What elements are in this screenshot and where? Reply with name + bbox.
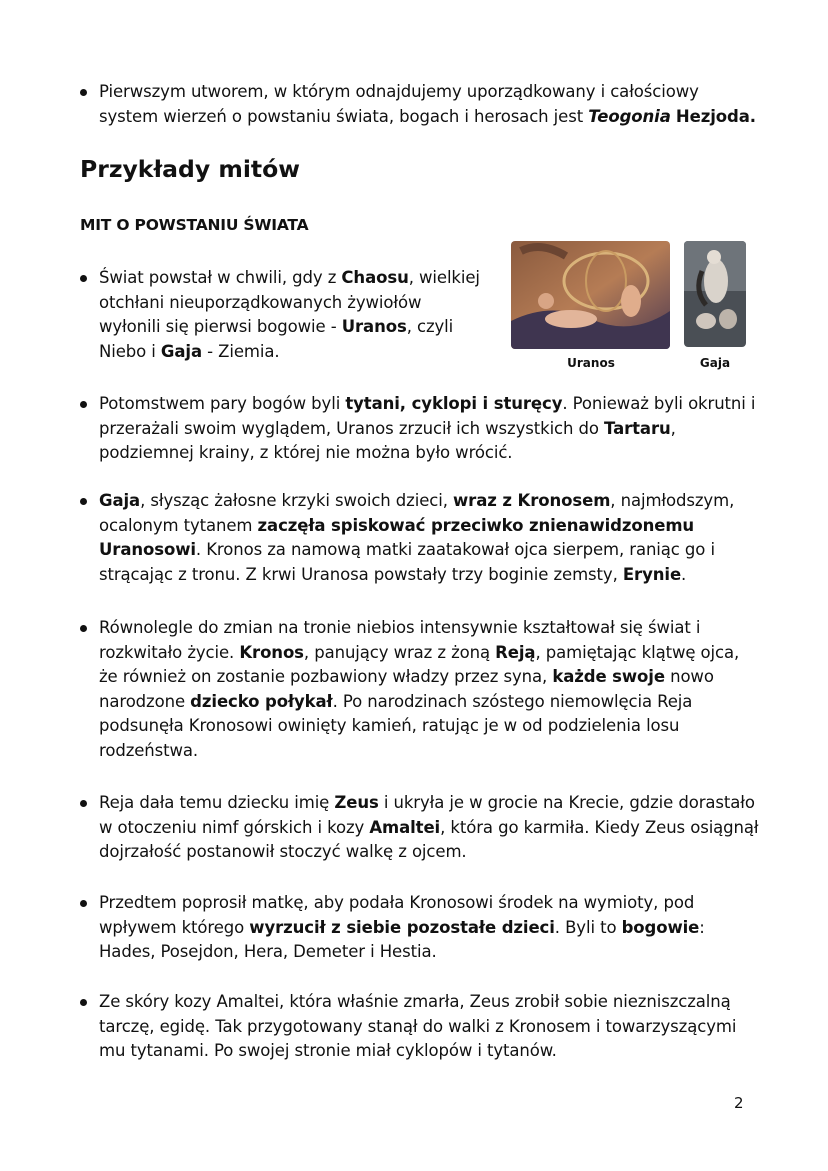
text-run: . Byli to — [554, 917, 622, 937]
list-item-text — [99, 990, 760, 1064]
gaja-painting — [684, 241, 746, 347]
list-item — [80, 616, 760, 764]
list-item — [80, 990, 760, 1064]
text-run: . Kronos za namową matki zaatakował ojca sierpem, raniąc go i strącając z tronu. Z krwi Uranosa powstały trzy boginie zemsty, — [99, 540, 715, 584]
text-run: zaczęła spiskować przeciwko znienawidzonemu Uranosowi — [99, 515, 695, 560]
list-item — [80, 266, 480, 364]
list-item — [80, 791, 760, 865]
text-run: Teogonia — [588, 106, 671, 126]
text-run: . Ponieważ byli okrutni i przerażali swoim wyglądem, Uranos zrzucił ich wszystkich do — [99, 394, 756, 438]
text-run: Zeus — [334, 793, 379, 812]
text-run: Amaltei — [369, 817, 441, 837]
text-run: Równolegle do zmian na tronie niebios intensywnie kształtował się świat i rozkwitało życie. — [99, 618, 701, 662]
text-run: , która go karmiła. Kiedy Zeus osiągnął dojrzałość postanowił stoczyć walkę z ojcem. — [99, 817, 759, 862]
text-run: , słysząc żałosne krzyki swoich dzieci, — [140, 491, 454, 510]
text-run: Przedtem poprosił matkę, aby podała Kronosowi środek na wymioty, pod wpływem którego — [99, 893, 695, 937]
bullet-dot — [80, 800, 87, 807]
list-item-text — [99, 891, 760, 965]
intro-text — [99, 80, 760, 129]
text-run: Uranos — [341, 317, 407, 337]
list-item-text — [99, 266, 480, 364]
bullet-dot — [80, 498, 87, 505]
text-run: i ukryła je w grocie na Krecie, gdzie dorastało w otoczeniu nimf górskich i kozy — [99, 793, 755, 837]
list-item-text — [99, 616, 760, 764]
section-title: Przykłady mitów — [80, 155, 300, 183]
page-number: 2 — [734, 1094, 744, 1112]
text-run: Kronos — [239, 642, 304, 662]
text-run: Gaja — [99, 491, 141, 510]
intro-bullet — [80, 80, 760, 129]
text-run: bogowie — [621, 917, 700, 937]
bullet-dot — [80, 275, 87, 282]
text-run: , panujący wraz z żoną — [303, 642, 496, 662]
list-item-text — [99, 489, 760, 587]
text-run: tytani, cyklopi i sturęcy — [345, 394, 563, 413]
text-run: , podziemnej krainy, z której nie można było wrócić. — [99, 418, 676, 463]
figure-caption-uranos: Uranos — [567, 356, 615, 370]
text-run: , najmłodszym, ocalonym tytanem — [99, 491, 735, 535]
text-run: Świat powstał w chwili, gdy z — [99, 268, 342, 287]
text-run: Reja dała temu dziecku imię — [99, 793, 335, 812]
text-run: Hezjoda. — [675, 106, 756, 126]
text-run: nowo narodzone — [99, 667, 714, 711]
text-run: , pamiętając klątwę ojca, że również on zostanie pozbawiony władzy przez syna, — [99, 642, 740, 687]
text-run: Reją — [495, 642, 536, 662]
text-run: : Hades, Posejdon, Hera, Demeter i Hestia. — [99, 917, 705, 962]
list-item — [80, 891, 760, 965]
list-item — [80, 392, 760, 466]
text-run: Ze skóry kozy Amaltei, która właśnie zmarła, Zeus zrobił sobie niezniszczalną tarczę, egidę. Tak przygotowany stanął do walki z Kronosem i towarzyszącymi mu tytanami. Po swojej stronie miał cyklopów i tytanów. — [99, 992, 737, 1061]
text-run: Gaja — [160, 341, 202, 361]
bullet-dot — [80, 625, 87, 632]
text-run: dziecko połykał — [190, 691, 333, 711]
text-run: każde swoje — [552, 667, 665, 687]
bullet-dot — [80, 89, 87, 96]
text-run: Potomstwem pary bogów byli — [99, 394, 346, 413]
text-run: . Po narodzinach szóstego niemowlęcia Reja podsunęła Kronosowi owinięty kamień, ratując je w od podzielenia losu rodzeństwa. — [99, 691, 693, 760]
text-run: , czyli Niebo i — [99, 317, 454, 361]
text-run: . — [681, 564, 687, 584]
text-run: wraz z Kronosem — [453, 491, 611, 510]
uranos-painting — [511, 241, 670, 349]
bullet-dot — [80, 401, 87, 408]
subsection-title: MIT O POWSTANIU ŚWIATA — [80, 216, 309, 234]
list-item — [80, 489, 760, 587]
text-run: Tartaru — [604, 418, 671, 438]
text-run: Pierwszym utworem, w którym odnajdujemy uporządkowany i całościowy system wierzeń o powstaniu świata, bogach i herosach jest — [99, 82, 699, 126]
text-run: Chaosu — [341, 268, 409, 287]
bullet-dot — [80, 900, 87, 907]
bullet-dot — [80, 999, 87, 1006]
text-run: Erynie — [622, 564, 682, 584]
text-run: , wielkiej otchłani nieuporządkowanych żywiołów wyłonili się pierwsi bogowie - — [99, 268, 480, 337]
text-run: - Ziemia. — [202, 341, 280, 361]
figure-caption-gaja: Gaja — [699, 356, 731, 370]
text-run: wyrzucił z siebie pozostałe dzieci — [249, 917, 555, 937]
list-item-text — [99, 392, 760, 466]
list-item-text — [99, 791, 760, 865]
